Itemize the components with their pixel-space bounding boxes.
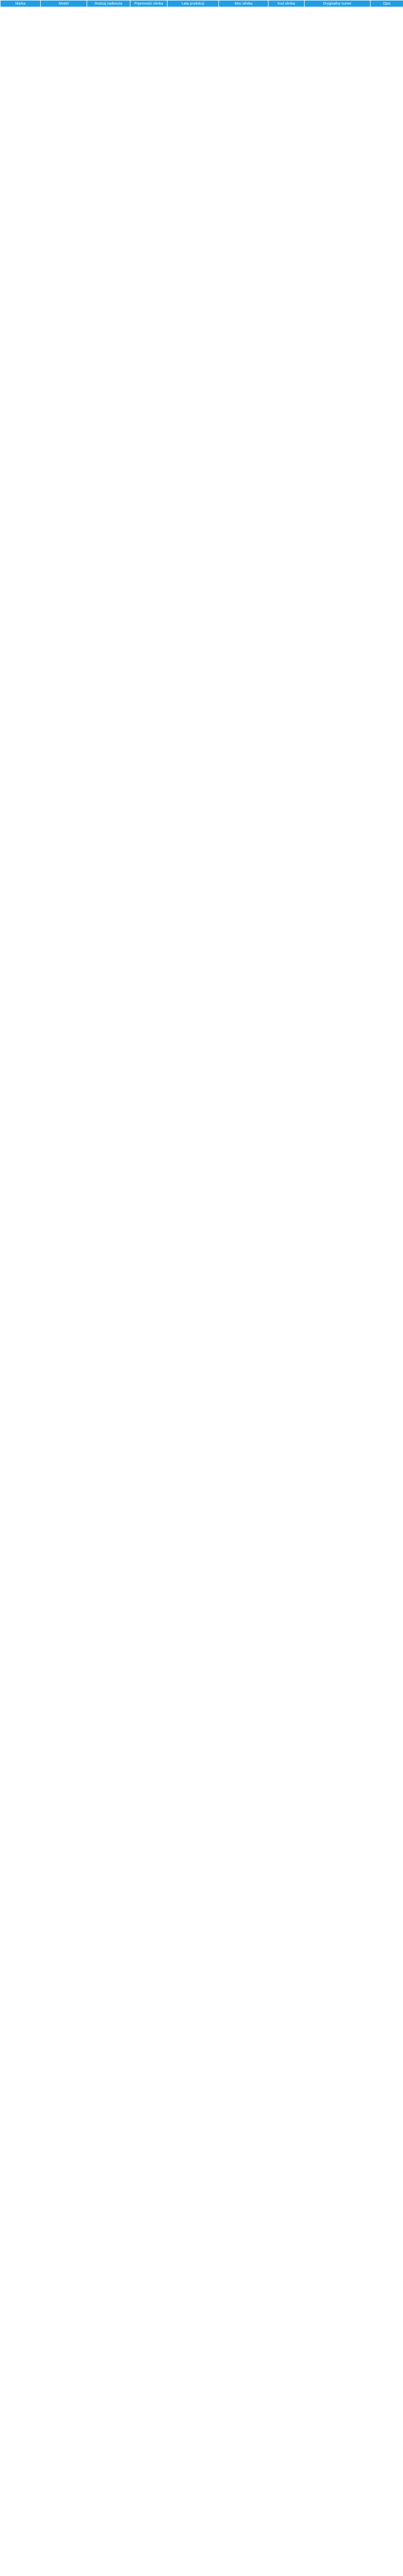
compatibility-table bbox=[0, 0, 403, 7]
column-header: Kod silnika bbox=[268, 1, 305, 7]
header-row bbox=[1, 1, 403, 7]
column-header: Rodzaj nadwozia bbox=[87, 1, 130, 7]
column-header: Oryginalny numer bbox=[305, 1, 371, 7]
column-header: Moc silnika bbox=[219, 1, 268, 7]
table-header bbox=[1, 1, 403, 7]
column-header: Opis bbox=[371, 1, 403, 7]
column-header: Model bbox=[41, 1, 87, 7]
column-header: Lata produkcji bbox=[167, 1, 219, 7]
column-header: Marka bbox=[1, 1, 41, 7]
column-header: Pojemność silnika bbox=[130, 1, 167, 7]
